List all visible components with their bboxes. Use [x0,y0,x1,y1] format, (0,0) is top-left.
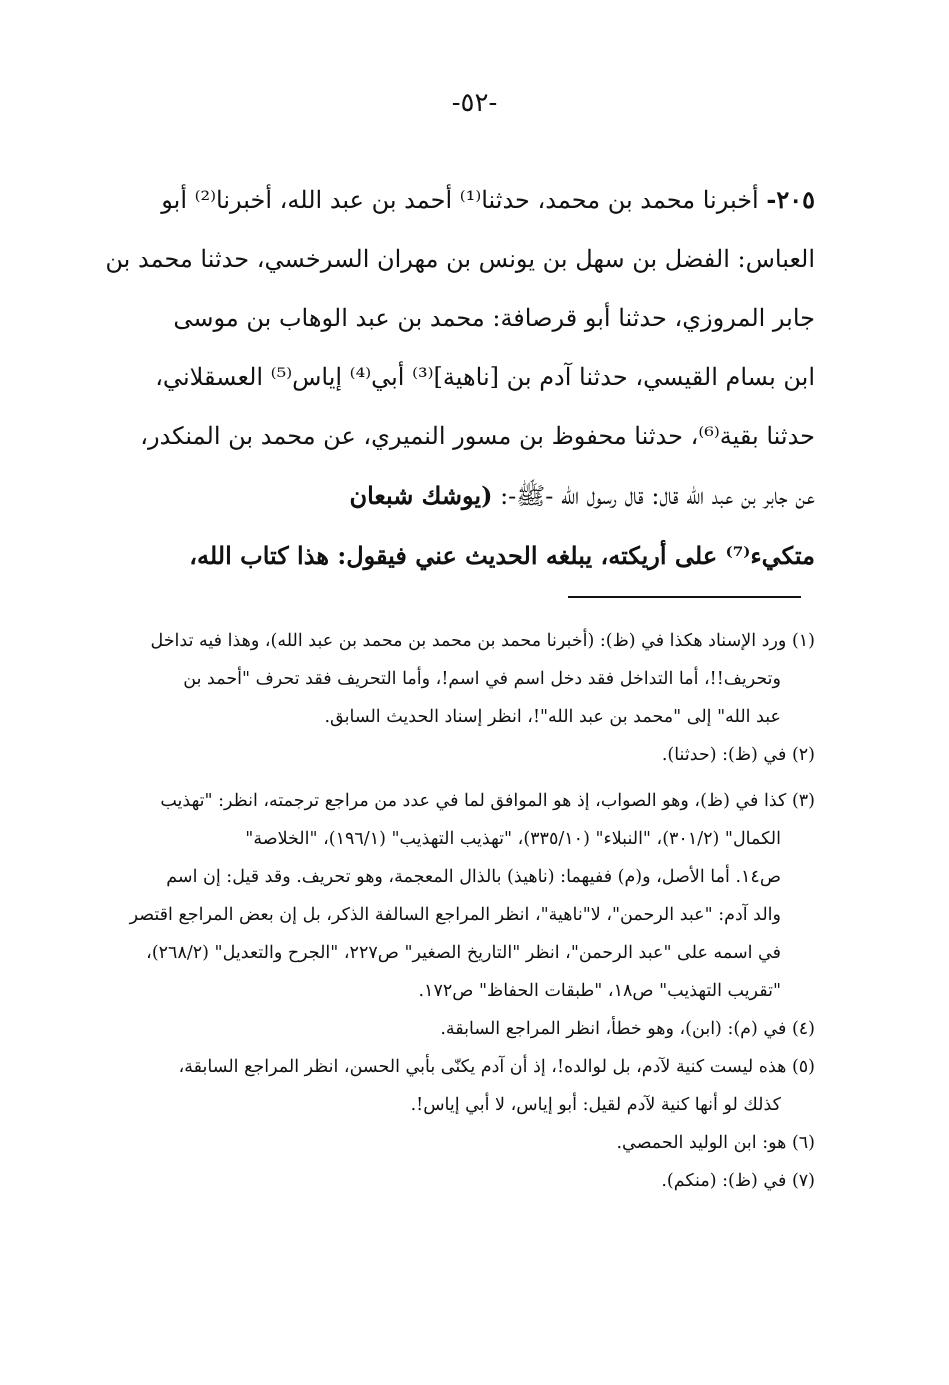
footnote-line: ص١٤. أما الأصل، و(م) ففيهما: (ناهيذ) بالذال المعجمة، وهو تحريف. وقد قيل: إن اسم [166,867,781,887]
footnote-marker: (٢) [791,745,815,765]
footnote-marker: (٦) [791,1133,815,1153]
page-number: -٥٢- [451,88,498,118]
hadith-line-2: العباس: الفضل بن سهل بن يونس بن مهران السرخسي، حدثنا محمد بن [105,245,815,273]
footnote-marker: (٧) [791,1171,815,1191]
footnote-text: في (ظ): (حدثنا). [661,745,787,765]
footnote-line [60,1010,815,1048]
hadith-quote-start: (يوشك شبعان [349,481,493,510]
footnote-line: "تقريب التهذيب" ص١٨، "طبقات الحفاظ" ص١٧٢. [418,981,781,1001]
footnote-line: في اسمه على "عبد الرحمن"، انظر "التاريخ الصغير" ص٢٢٧، "الجرح والتعديل" (٢٦٨/٢)، [146,943,781,963]
hadith-line-1-text: أخبرنا محمد بن محمد، حدثنا⁽¹⁾ أحمد بن عبد الله، أخبرنا⁽²⁾ أبو [161,186,759,214]
footnote-text: ورد الإسناد هكذا في (ظ): (أخبرنا محمد بن محمد بن محمد بن عبد الله)، وهذا فيه تداخل [150,631,787,651]
footnote-marker: (٤) [791,1019,815,1039]
footnote-marker: (٣) [791,791,815,811]
footnote-1 [60,622,815,736]
hadith-line-7: متكيء⁽⁷⁾ على أريكته، يبلغه الحديث عني فيقول: هذا كتاب الله، [189,541,815,570]
footnote-marker: (٥) [791,1057,815,1077]
footnote-text: هذه ليست كنية لآدم، بل لوالده!، إذ أن آدم يكنّى بأبي الحسن، انظر المراجع السابقة، [178,1057,787,1077]
hadith-text [60,170,815,585]
footnote-line: وتحريف!!، أما التداخل فقد دخل اسم في اسم!، وأما التحريف فقد تحرف "أحمد بن [183,669,781,689]
footnote-line [60,1124,815,1162]
hadith-line-6-text: عن جابر بن عبد الله قال: قال رسول الله -ﷺ-: [500,482,815,510]
footnote-line [60,1162,815,1200]
footnote-line [60,736,815,774]
footnote-line: الكمال" (٣٠١/٢)، "النبلاء" (٣٣٥/١٠)، "تهذيب التهذيب" (١٩٦/١)، "الخلاصة" [245,829,781,849]
footnote-4 [60,1010,815,1048]
footnotes [60,622,815,1200]
footnote-3 [60,782,815,1010]
footnote-marker: (١) [791,631,815,651]
footnote-text: كذا في (ظ)، وهو الصواب، إذ هو الموافق لما في عدد من مراجع ترجمته، انظر: "تهذيب [160,791,787,811]
footnote-divider [568,596,801,598]
hadith-line-1 [60,170,815,230]
footnote-7 [60,1162,815,1200]
footnote-line: عبد الله" إلى "محمد بن عبد الله"!، انظر إسناد الحديث السابق. [324,707,781,727]
footnote-text: في (م): (ابن)، وهو خطأ، انظر المراجع السابقة. [440,1019,787,1039]
hadith-number: ٢٠٥- [766,185,815,214]
footnote-line [60,782,815,820]
footnote-5 [60,1048,815,1124]
hadith-line-3: جابر المروزي، حدثنا أبو قرصافة: محمد بن عبد الوهاب بن موسى [173,304,815,332]
hadith-line-4: ابن بسام القيسي، حدثنا آدم بن [ناهية]⁽³⁾ أبي⁽⁴⁾ إياس⁽⁵⁾ العسقلاني، [155,363,815,391]
hadith-line-5: حدثنا بقية⁽⁶⁾، حدثنا محفوظ بن مسور النميري، عن محمد بن المنكدر، [140,422,815,450]
footnote-line: كذلك لو أنها كنية لآدم لقيل: أبو إياس، لا أبي إياس!. [410,1095,781,1115]
footnote-line: والد آدم: "عبد الرحمن"، لا"ناهية"، انظر المراجع السالفة الذكر، بل إن بعض المراجع اقتصر [129,905,781,925]
footnote-6 [60,1124,815,1162]
footnote-2 [60,736,815,774]
footnote-line [60,1048,815,1086]
footnote-text: هو: ابن الوليد الحمصي. [616,1133,787,1153]
hadith-line-6 [60,466,815,526]
footnote-text: في (ظ): (منكم). [661,1171,787,1191]
footnote-line [60,622,815,660]
